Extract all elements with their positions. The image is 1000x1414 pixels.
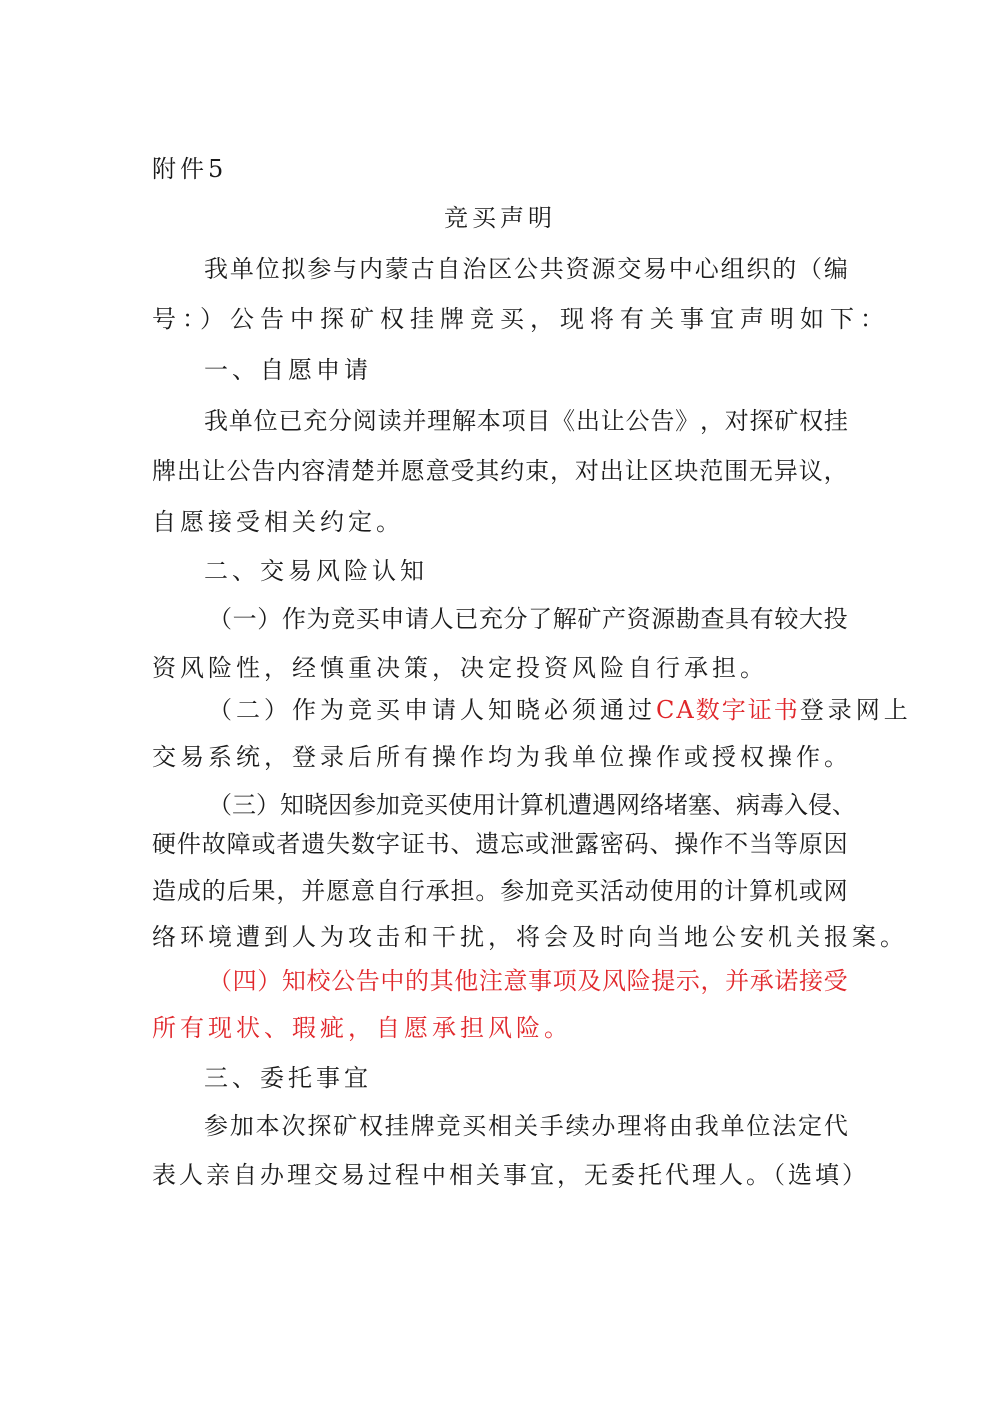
section-2-item-4-line-2: 所有现状、瑕疵，自愿承担风险。: [152, 1014, 572, 1042]
section-2-heading: 二、交易风险认知: [204, 557, 428, 585]
section-1-line-3: 自愿接受相关约定。: [152, 508, 404, 536]
attachment-label: 附件5: [152, 155, 228, 183]
intro-line-1: 我 单 位 拟 参 与 内 蒙 古 自 治 区 公 共 资 源 交 易 中 心 组 织 的 （ 编: [204, 255, 848, 283]
section-2-item-3-line-2: 硬 件 故 障 或 者 遗 失 数 字 证 书 、 遗 忘 或 泄 露 密 码 、 操 作 不 当 等 原 因: [152, 830, 848, 858]
intro-line-2: 号：）公告中探矿权挂牌竞买，现将有关事宜声明如下：: [152, 305, 890, 333]
section-2-item-3-line-3: 造 成 的 后 果 ， 并 愿 意 自 行 承 担 。 参 加 竞 买 活 动 使 用 的 计 算 机 或 网: [152, 877, 848, 905]
section-3-heading: 三、委托事宜: [204, 1064, 372, 1092]
item-2-suffix: 登录网上: [799, 696, 912, 724]
section-2-item-1-line-1: （ 一 ） 作 为 竞 买 申 请 人 已 充 分 了 解 矿 产 资 源 勘 查 具 有 较 大 投: [208, 605, 848, 633]
ca-certificate-highlight: CA数字证书: [656, 696, 800, 724]
document-title: 竞买声明: [444, 204, 556, 232]
item-2-prefix: （二）作为竞买申请人知晓必须通过: [208, 696, 656, 724]
section-2-item-4-line-1: （ 四 ） 知 校 公 告 中 的 其 他 注 意 事 项 及 风 险 提 示 ， 并 承 诺 接 受: [208, 967, 848, 995]
section-2-item-1-line-2: 资风险性，经慎重决策，决定投资风险自行承担。: [152, 654, 768, 682]
section-1-line-1: 我 单 位 已 充 分 阅 读 并 理 解 本 项 目 《 出 让 公 告 》 ， 对 探 矿 权 挂: [204, 407, 848, 435]
section-2-item-3-line-1: （ 三 ） 知 晓 因 参 加 竞 买 使 用 计 算 机 遭 遇 网 络 堵 塞 、 病 毒 入 侵 、: [208, 791, 856, 819]
section-2-item-2-line-1: [0, 685, 1000, 735]
section-2-item-3-line-4: 络环境遭到人为攻击和干扰，将会及时向当地公安机关报案。: [152, 923, 908, 951]
section-1-heading: 一、自愿申请: [204, 356, 372, 384]
section-3-line-1: 参 加 本 次 探 矿 权 挂 牌 竞 买 相 关 手 续 办 理 将 由 我 单 位 法 定 代: [204, 1112, 848, 1140]
section-3-line-2: 表人亲自办理交易过程中相关事宜，无委托代理人。（选填）: [152, 1161, 869, 1189]
section-1-line-2: 牌 出 让 公 告 内 容 清 楚 并 愿 意 受 其 约 束 ， 对 出 让 区 块 范 围 无 异 议 ，: [152, 457, 848, 485]
section-2-item-2-line-2: 交易系统，登录后所有操作均为我单位操作或授权操作。: [152, 743, 852, 771]
